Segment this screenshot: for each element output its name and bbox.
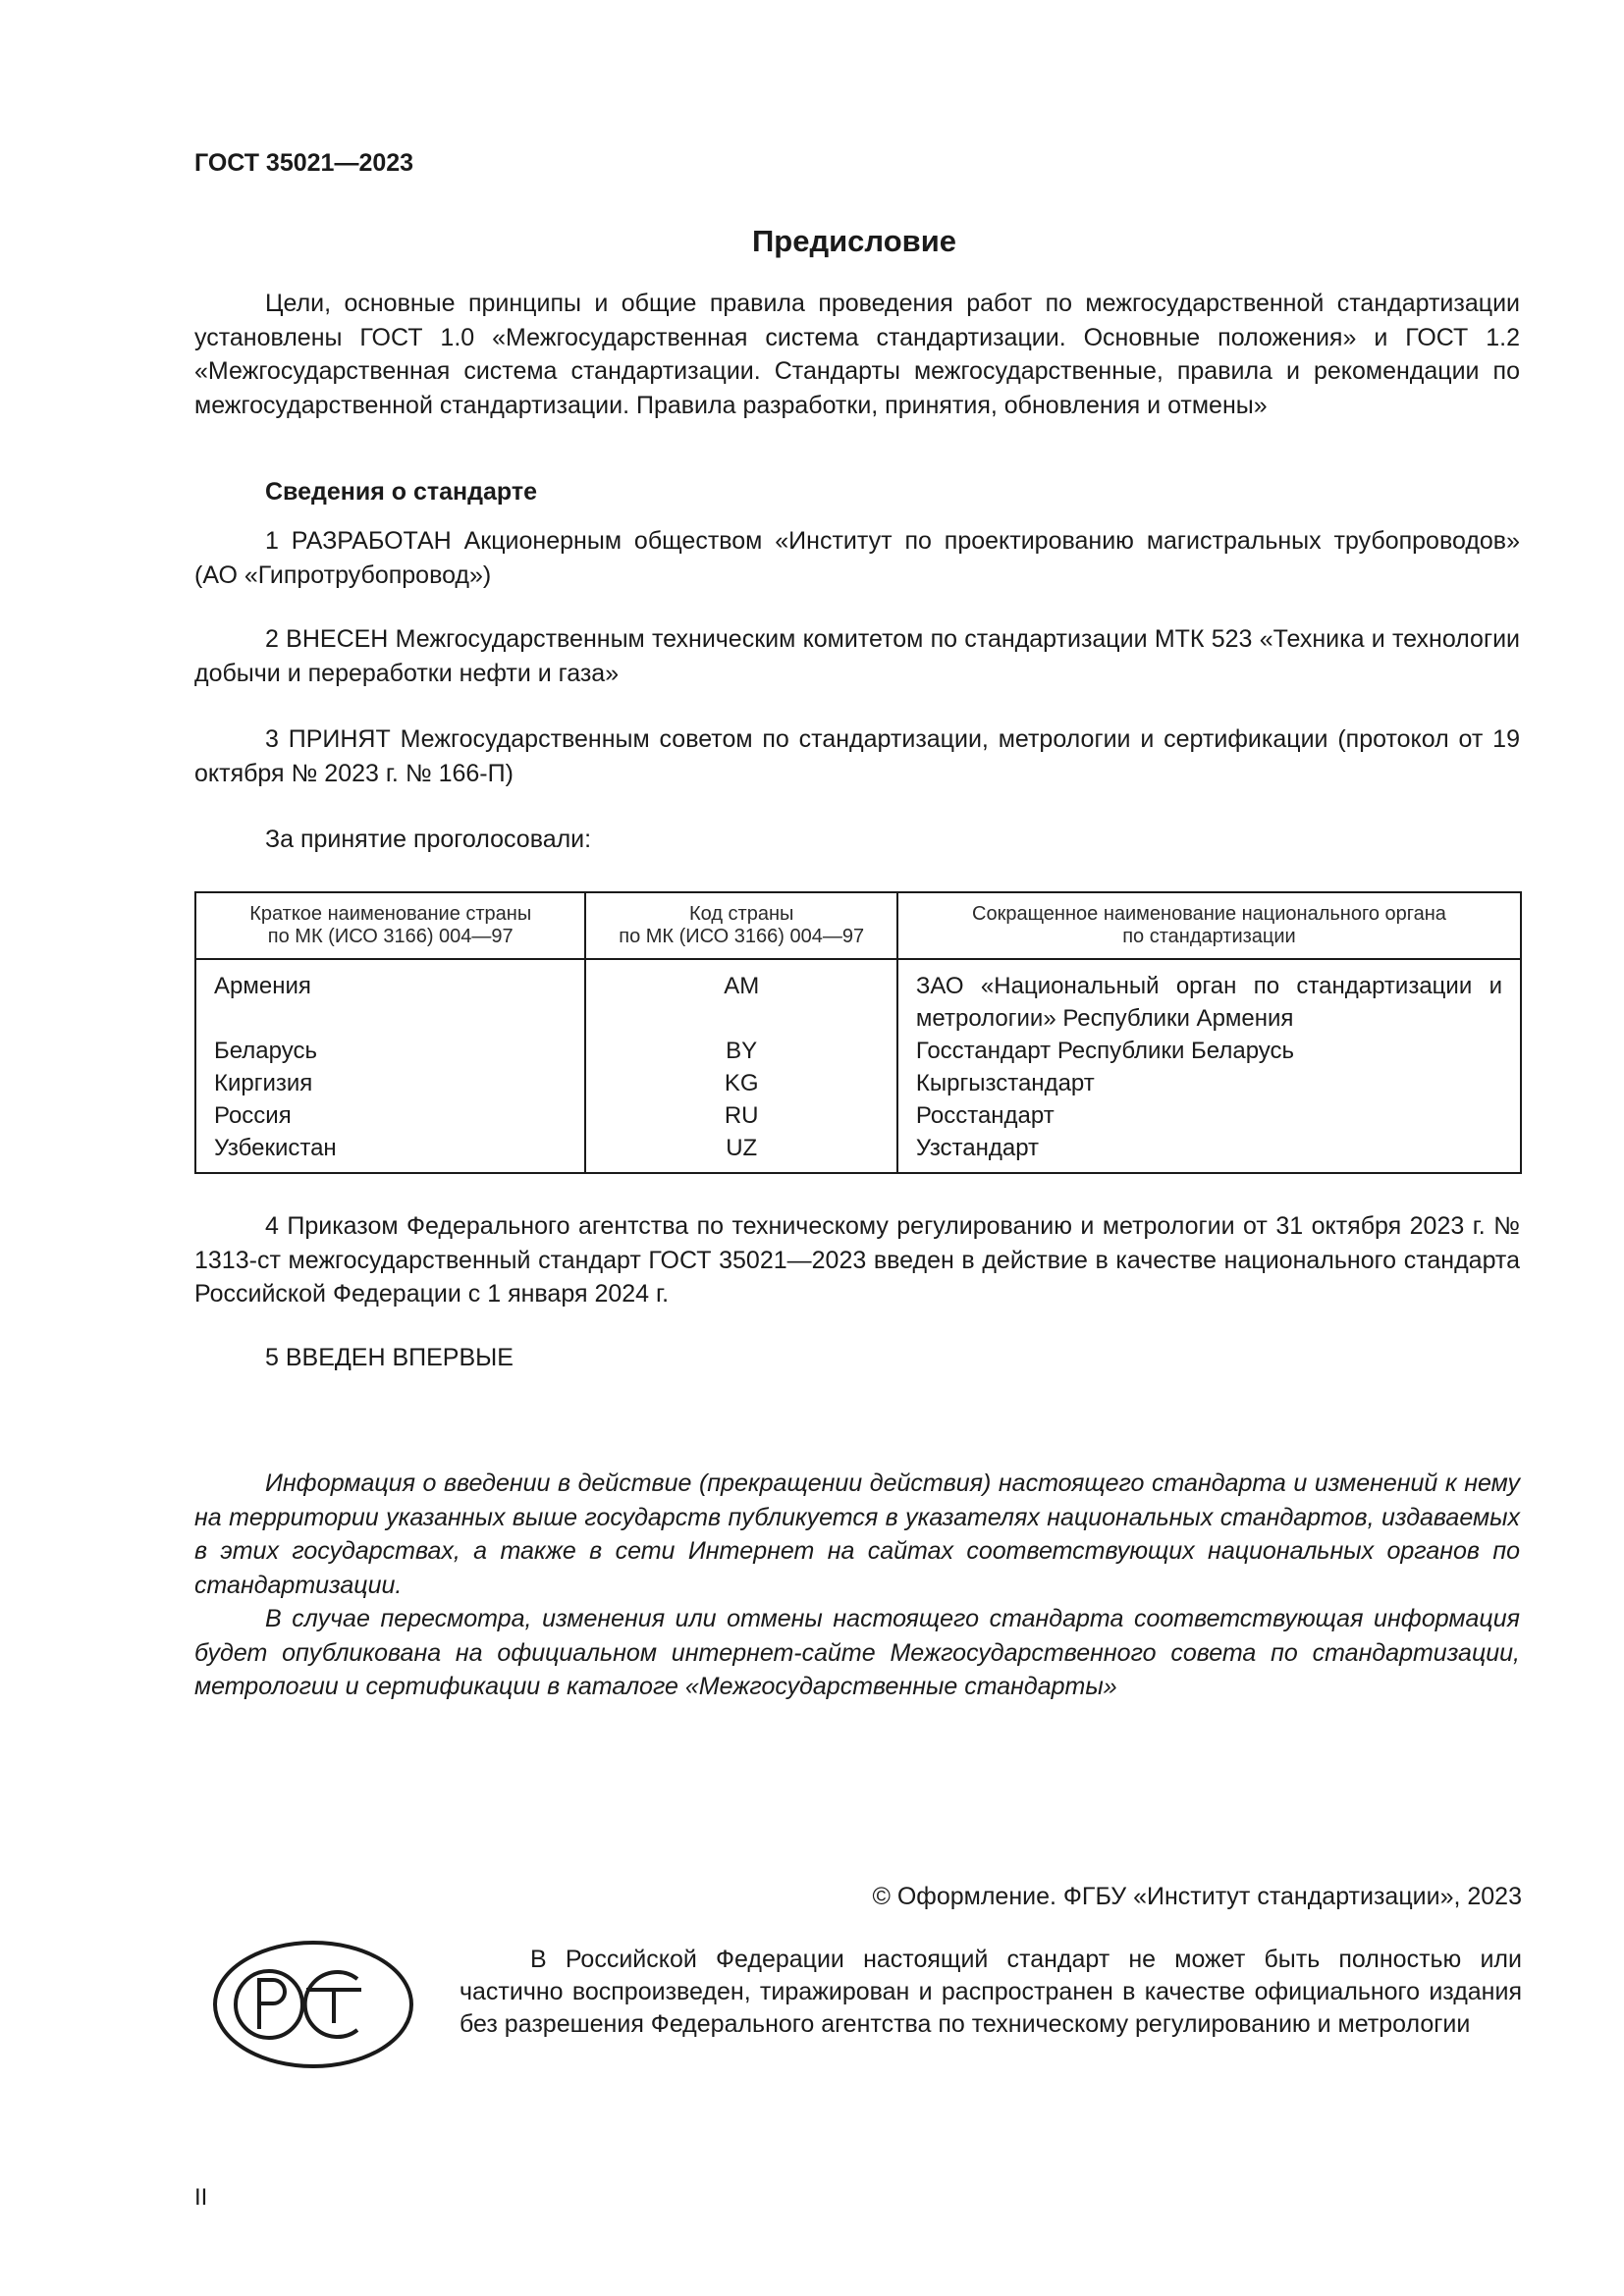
- column-header-country-line1: Краткое наименование страны: [249, 903, 532, 925]
- document-id: ГОСТ 35021—2023: [194, 149, 414, 177]
- italic-note-2: В случае пересмотра, изменения или отмены настоящего стандарта соответствующая информация будет опубликована на официальном интернет-сайте Межгосударственного совета по стандартизации, метрологии и сертификации в каталоге «Межгосударственные стандарты»: [194, 1605, 1520, 1700]
- country-cell: Киргизия: [195, 1067, 585, 1099]
- intro-paragraph: Цели, основные принципы и общие правила проведения работ по межгосударственной стандартизации установлены ГОСТ 1.0 «Межгосударственная система стандартизации. Основные положения» и ГОСТ 1.2 «Межгосударственная система стандартизации. Стандарты межгосударственные, правила и рекомендации по межгосударственной стандартизации. Правила разработки, принятия, обновления и отмены»: [194, 290, 1520, 419]
- table-row: [195, 1132, 1521, 1173]
- organ-cell: Узстандарт: [897, 1132, 1521, 1173]
- organ-cell: Кыргызстандарт: [897, 1067, 1521, 1099]
- country-cell: Россия: [195, 1099, 585, 1132]
- rst-logo-icon: [212, 1939, 414, 2070]
- item-order: 4 Приказом Федерального агентства по техническому регулированию и метрологии от 31 октября 2023 г. № 1313-ст межгосударственный стандарт ГОСТ 35021—2023 введен в действие в качестве национального стандарта Российской Федерации с 1 января 2024 г.: [194, 1212, 1520, 1308]
- code-cell: KG: [585, 1067, 896, 1099]
- intro-section: [194, 287, 1520, 422]
- country-cell: Армения: [195, 959, 585, 1035]
- italic-note-1: Информация о введении в действие (прекращении действия) настоящего стандарта и изменений к нему на территории указанных выше государств публикуется в указателях национальных стандартов, издаваемых в этих государствах, а также в сети Интернет на сайтах соответствующих национальных органов по стандартизации.: [194, 1469, 1520, 1599]
- country-cell: Беларусь: [195, 1035, 585, 1067]
- table-row: [195, 959, 1521, 1035]
- table-header-row: [195, 892, 1521, 959]
- column-header-organ-line2: по стандартизации: [1122, 926, 1296, 947]
- page-title: Предисловие: [751, 224, 956, 258]
- organ-cell: Госстандарт Республики Беларусь: [897, 1035, 1521, 1067]
- item-2-block: [194, 622, 1520, 690]
- column-header-code-line1: Код страны: [688, 903, 794, 925]
- item-introduced: 2 ВНЕСЕН Межгосударственным техническим комитетом по стандартизации МТК 523 «Техника и технологии добычи и переработки нефти и газа»: [194, 625, 1520, 687]
- table-row: [195, 1067, 1521, 1099]
- italic-notes: [194, 1467, 1520, 1704]
- reproduction-notice: В Российской Федерации настоящий стандарт не может быть полностью или частично воспроизведен, тиражирован и распространен в качестве официального издания без разрешения Федерального агентства по техническому регулированию и метрологии: [460, 1946, 1522, 2038]
- organ-cell: ЗАО «Национальный орган по стандартизации и метрологии» Республики Армения: [897, 959, 1521, 1035]
- countries-table: [194, 891, 1522, 1174]
- column-header-code: [585, 892, 896, 959]
- item-5-block: [194, 1341, 1520, 1375]
- column-header-country-line2: по МК (ИСО 3166) 004—97: [267, 926, 514, 947]
- page-number: II: [194, 2184, 208, 2211]
- code-cell: UZ: [585, 1132, 896, 1173]
- standard-info-heading: Сведения о стандарте: [265, 478, 538, 506]
- table-row: [195, 1099, 1521, 1132]
- item-developed: 1 РАЗРАБОТАН Акционерным обществом «Институт по проектированию магистральных трубопроводов» (АО «Гипротрубопровод»): [194, 527, 1520, 589]
- column-header-organ: [897, 892, 1521, 959]
- item-adopted: 3 ПРИНЯТ Межгосударственным советом по стандартизации, метрологии и сертификации (протокол от 19 октября № 2023 г. № 166-П): [194, 725, 1520, 787]
- code-cell: AM: [585, 959, 896, 1035]
- column-header-organ-line1: Сокращенное наименование национального органа: [972, 903, 1446, 925]
- table-row: [195, 1035, 1521, 1067]
- column-header-code-line2: по МК (ИСО 3166) 004—97: [619, 926, 865, 947]
- copyright-line: © Оформление. ФГБУ «Институт стандартизации», 2023: [872, 1883, 1522, 1910]
- country-cell: Узбекистан: [195, 1132, 585, 1173]
- code-cell: BY: [585, 1035, 896, 1067]
- item-4-block: [194, 1209, 1520, 1311]
- organ-cell: Росстандарт: [897, 1099, 1521, 1132]
- item-first-time: 5 ВВЕДЕН ВПЕРВЫЕ: [265, 1344, 514, 1371]
- item-3-block: [194, 722, 1520, 790]
- standard-info-heading-block: [194, 475, 1520, 509]
- column-header-country: [195, 892, 585, 959]
- voted-label: За принятие проголосовали:: [265, 826, 592, 853]
- voted-block: [194, 823, 1520, 857]
- item-1-block: [194, 524, 1520, 592]
- code-cell: RU: [585, 1099, 896, 1132]
